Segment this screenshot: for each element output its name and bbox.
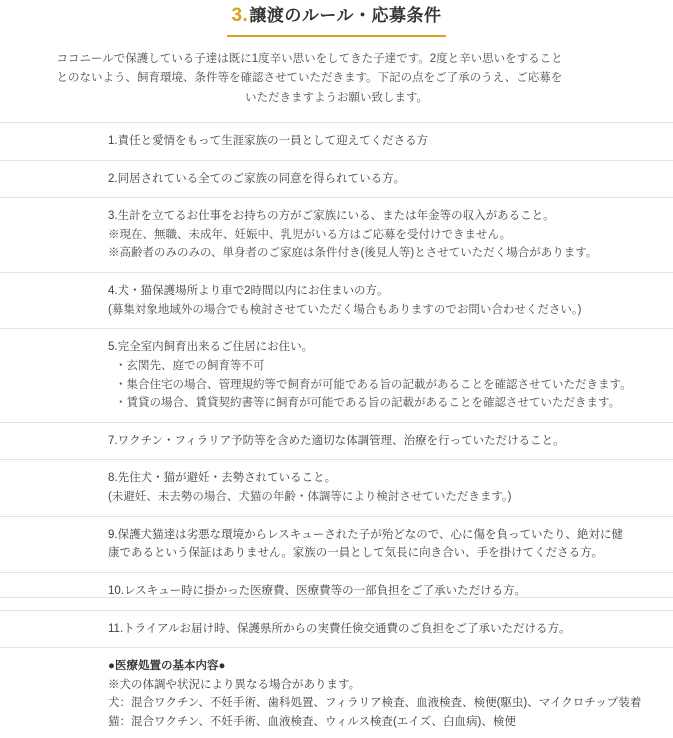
conditions-list — [0, 123, 673, 648]
medical-treatment-block — [0, 648, 673, 738]
condition-line: 康であるという保証はありません。家族の一員として気長に向き合い、手を掛けてくださる方。 — [108, 547, 604, 560]
list-item — [0, 517, 673, 573]
medical-title: ●医療処置の基本内容● — [108, 660, 226, 673]
intro-line-3: いただきますようお願い致します。 — [244, 92, 429, 105]
list-item — [0, 423, 673, 461]
condition-line: 7.ワクチン・フィラリア予防等を含めた適切な体調管理、治療を行っていただけること。 — [108, 434, 565, 447]
medical-cat-line: 猫：混合ワクチン、不妊手術、血液検査、ウィルス検査(エイズ、白血病)、検便 — [108, 716, 516, 729]
page-title-wrapper — [0, 0, 673, 37]
page-title-text: 譲渡のルール・応募条件 — [249, 6, 442, 25]
condition-line: 8.先住犬・猫が避妊・去勢されていること。 — [108, 472, 337, 485]
list-item — [0, 198, 673, 273]
list-item — [0, 273, 673, 329]
list-item — [0, 161, 673, 199]
condition-note: (募集対象地域外の場合でも検討させていただく場合もありますのでお問い合わせください。) — [108, 303, 582, 316]
page-title — [227, 4, 445, 37]
condition-line: 4.犬・猫保護場所より車で2時間以内にお住まいの方。 — [108, 285, 389, 298]
list-item — [0, 460, 673, 516]
condition-subitem: ・玄関先、庭での飼育等不可 — [115, 359, 265, 372]
medical-note: ※犬の体調や状況により異なる場合があります。 — [108, 678, 361, 691]
condition-line: 1.責任と愛情をもって生涯家族の一員として迎えてくださる方 — [108, 134, 429, 147]
condition-line: 5.完全室内飼育出来るご住居にお住い。 — [108, 341, 314, 354]
condition-line: 9.保護犬猫達は劣悪な環境からレスキューされた子が殆どなので、心に傷を負っていたり、絶対に健 — [108, 528, 624, 541]
condition-line: 2.同居されている全てのご家族の同意を得られている方。 — [108, 172, 406, 185]
condition-subitem: ・賃貸の場合、賃貸契約書等に飼育が可能である旨の記載があることを確認させていただきます。 — [115, 397, 621, 410]
condition-line: 3.生計を立てるお仕事をお持ちの方がご家族にいる、または年金等の収入があること。 — [108, 210, 555, 223]
intro-line-2: とのないよう、飼育環境、条件等を確認させていただきます。下記の点をご了承のうえ、ご応募を — [56, 72, 563, 85]
page-title-number: 3. — [231, 5, 249, 26]
medical-dog-line: 犬：混合ワクチン、不妊手術、歯科処置、フィラリア検査、血液検査、検便(駆虫)、マイクロチップ装着 — [108, 697, 642, 710]
list-item — [0, 123, 673, 161]
condition-note: (未避妊、未去勢の場合、犬猫の年齢・体調等により検討させていただきます。) — [108, 491, 512, 504]
condition-line: 10.レスキュー時に掛かった医療費、医療費等の一部負担をご了承いただける方。 — [108, 584, 527, 597]
condition-note: ※現在、無職、未成年、妊娠中、乳児がいる方はご応募を受付けできません。 — [108, 228, 512, 241]
intro-paragraph — [57, 50, 617, 109]
intro-line-1: ココニールで保護している子達は既に1度辛い思いをしてきた子達です。2度と辛い思いをすること — [56, 52, 563, 65]
list-item — [0, 329, 673, 423]
list-item — [0, 611, 673, 649]
condition-note: ※高齢者のみのみの、単身者のご家庭は条件付き(後見人等)とさせていただく場合があります。 — [108, 247, 598, 260]
condition-subitem: ・集合住宅の場合、管理規約等で飼育が可能である旨の記載があることを確認させていただきます。 — [115, 378, 632, 391]
condition-line: 11.トライアルお届け時、保護県所からの実費任倹交通費のご負担をご了承いただける方。 — [108, 622, 571, 635]
list-item — [0, 573, 673, 611]
